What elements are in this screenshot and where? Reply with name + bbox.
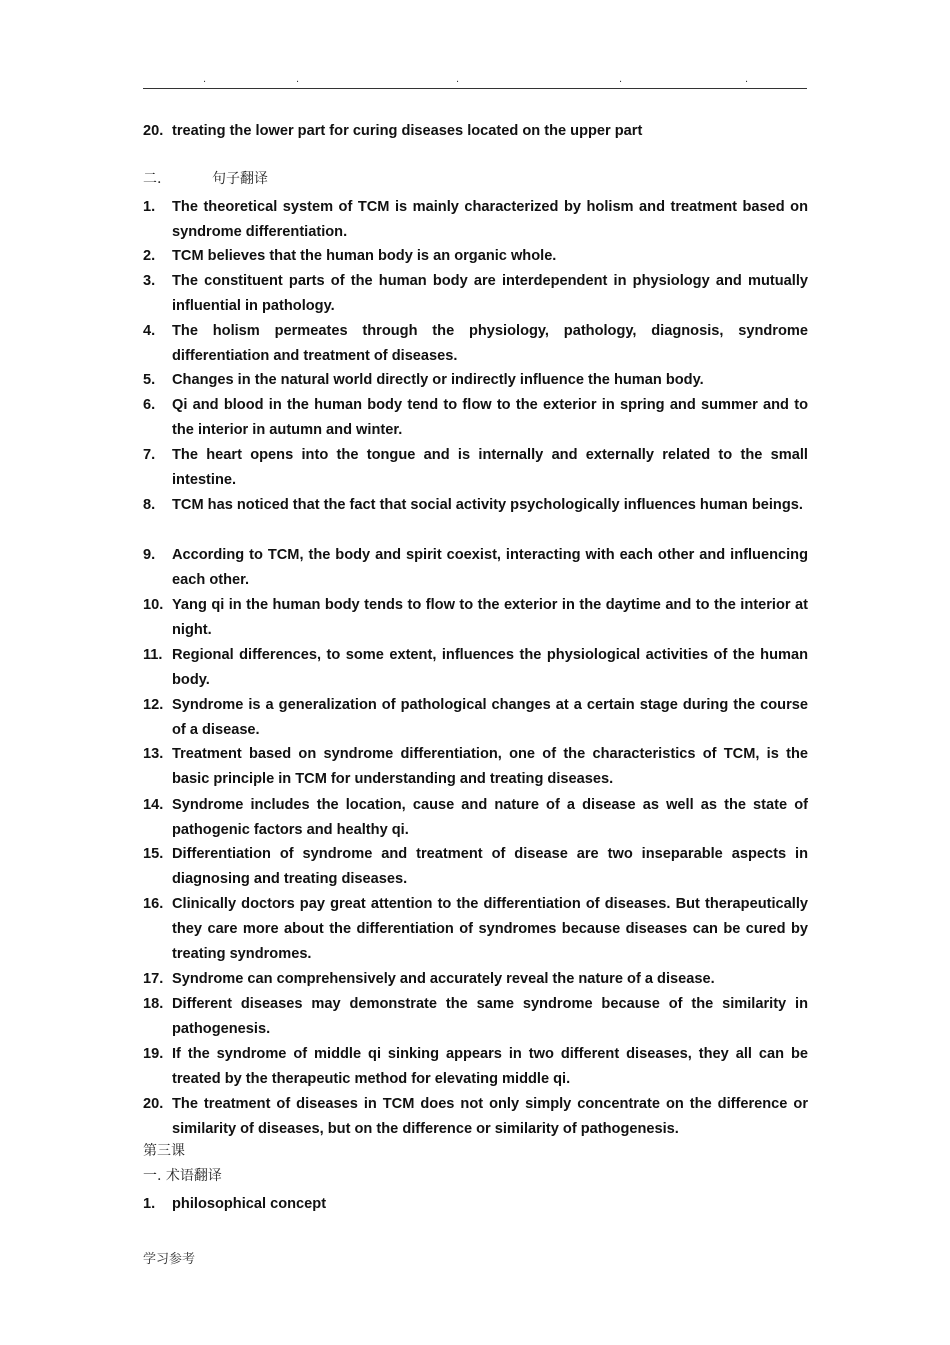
item-number: 6. — [143, 397, 156, 413]
list-item — [143, 842, 808, 892]
item-number: 3. — [143, 273, 156, 289]
item-number: 19. — [143, 1046, 164, 1062]
section-title: 句子翻译 — [212, 171, 268, 187]
item-number: 4. — [143, 323, 156, 339]
header-dot: . — [203, 73, 207, 85]
item-number: 2. — [143, 248, 156, 264]
list-item — [143, 319, 808, 369]
item-text: Syndrome can comprehensively and accurately reveal the nature of a disease. — [172, 971, 715, 987]
item-number: 15. — [143, 846, 164, 862]
item-text: Changes in the natural world directly or indirectly influence the human body. — [172, 372, 704, 388]
list-item — [143, 643, 808, 693]
list-item — [143, 368, 808, 393]
header-rule — [143, 88, 807, 89]
section-number: 二. — [143, 171, 162, 187]
list-item — [143, 393, 808, 443]
list-item — [143, 1092, 808, 1142]
list-item — [143, 693, 808, 743]
item-number: 20. — [143, 123, 164, 139]
item-number: 16. — [143, 896, 164, 912]
item-text: Clinically doctors pay great attention to the differentiation of diseases. But therapeutically they care more about the differentiation of syndromes because diseases can be cured by treating syndromes. — [172, 896, 808, 962]
list-item — [143, 443, 808, 493]
lesson-heading: 第三课 — [143, 1143, 185, 1159]
list-item — [143, 269, 808, 319]
section-heading-sentences — [143, 169, 268, 189]
item-text: TCM has noticed that the fact that social activity psychologically influences human beings. — [172, 497, 803, 513]
item-text: If the syndrome of middle qi sinking appears in two different diseases, they all can be treated by the therapeutic method for elevating middle qi. — [172, 1046, 808, 1087]
list-item — [143, 742, 808, 792]
item-number: 1. — [143, 199, 156, 215]
list-item — [143, 195, 808, 245]
item-number: 11. — [143, 647, 163, 663]
list-item — [143, 593, 808, 643]
item-number: 8. — [143, 497, 156, 513]
item-text: Qi and blood in the human body tend to flow to the exterior in spring and summer and to the interior in autumn and winter. — [172, 397, 808, 438]
item-text: philosophical concept — [172, 1196, 327, 1212]
item-number: 10. — [143, 597, 164, 613]
list-item — [143, 992, 808, 1042]
term-item-20 — [143, 119, 808, 144]
item-number: 18. — [143, 996, 164, 1012]
item-text: According to TCM, the body and spirit coexist, interacting with each other and influencing each other. — [172, 547, 808, 588]
list-item — [143, 244, 808, 269]
page-footer: 学习参考 — [143, 1252, 196, 1267]
header-dot: . — [456, 73, 460, 85]
item-text: The heart opens into the tongue and is internally and externally related to the small intestine. — [172, 447, 808, 488]
item-number: 20. — [143, 1096, 164, 1112]
list-item — [143, 793, 808, 843]
item-number: 5. — [143, 372, 156, 388]
list-item — [143, 892, 808, 967]
item-number: 13. — [143, 746, 164, 762]
item-number: 12. — [143, 697, 164, 713]
list-item — [143, 1042, 808, 1092]
item-text: Different diseases may demonstrate the same syndrome because of the similarity in pathogenesis. — [172, 996, 808, 1037]
item-text: Regional differences, to some extent, influences the physiological activities of the human body. — [172, 647, 808, 688]
item-text: TCM believes that the human body is an organic whole. — [172, 248, 557, 264]
header-dot: . — [619, 73, 623, 85]
list-item — [143, 967, 808, 992]
list-item — [143, 543, 808, 593]
item-text: The constituent parts of the human body are interdependent in physiology and mutually influential in pathology. — [172, 273, 808, 314]
item-number: 1. — [143, 1196, 156, 1212]
item-text: The treatment of diseases in TCM does not only simply concentrate on the difference or similarity of diseases, but on the difference or similarity of pathogenesis. — [172, 1096, 808, 1137]
item-text: Syndrome includes the location, cause and nature of a disease as well as the state of pathogenic factors and healthy qi. — [172, 797, 808, 838]
item-number: 9. — [143, 547, 156, 563]
item-number: 14. — [143, 797, 164, 813]
header-dot: . — [296, 73, 300, 85]
item-number: 7. — [143, 447, 156, 463]
item-text: Syndrome is a generalization of pathological changes at a certain stage during the course of a disease. — [172, 697, 808, 738]
term-item-1 — [143, 1192, 808, 1217]
item-text: treating the lower part for curing diseases located on the upper part — [172, 123, 643, 139]
item-text: Yang qi in the human body tends to flow to the exterior in the daytime and to the interior at night. — [172, 597, 808, 638]
list-item — [143, 493, 808, 543]
item-text: The theoretical system of TCM is mainly characterized by holism and treatment based on syndrome differentiation. — [172, 199, 808, 240]
item-text: The holism permeates through the physiology, pathology, diagnosis, syndrome differentiation and treatment of diseases. — [172, 323, 808, 364]
header-dot: . — [745, 73, 749, 85]
section-heading-terms: 一. 术语翻译 — [143, 1168, 222, 1184]
item-text: Treatment based on syndrome differentiation, one of the characteristics of TCM, is the basic principle in TCM for understanding and treating diseases. — [172, 746, 808, 787]
item-text: Differentiation of syndrome and treatment of disease are two inseparable aspects in diagnosing and treating diseases. — [172, 846, 808, 887]
item-number: 17. — [143, 971, 164, 987]
